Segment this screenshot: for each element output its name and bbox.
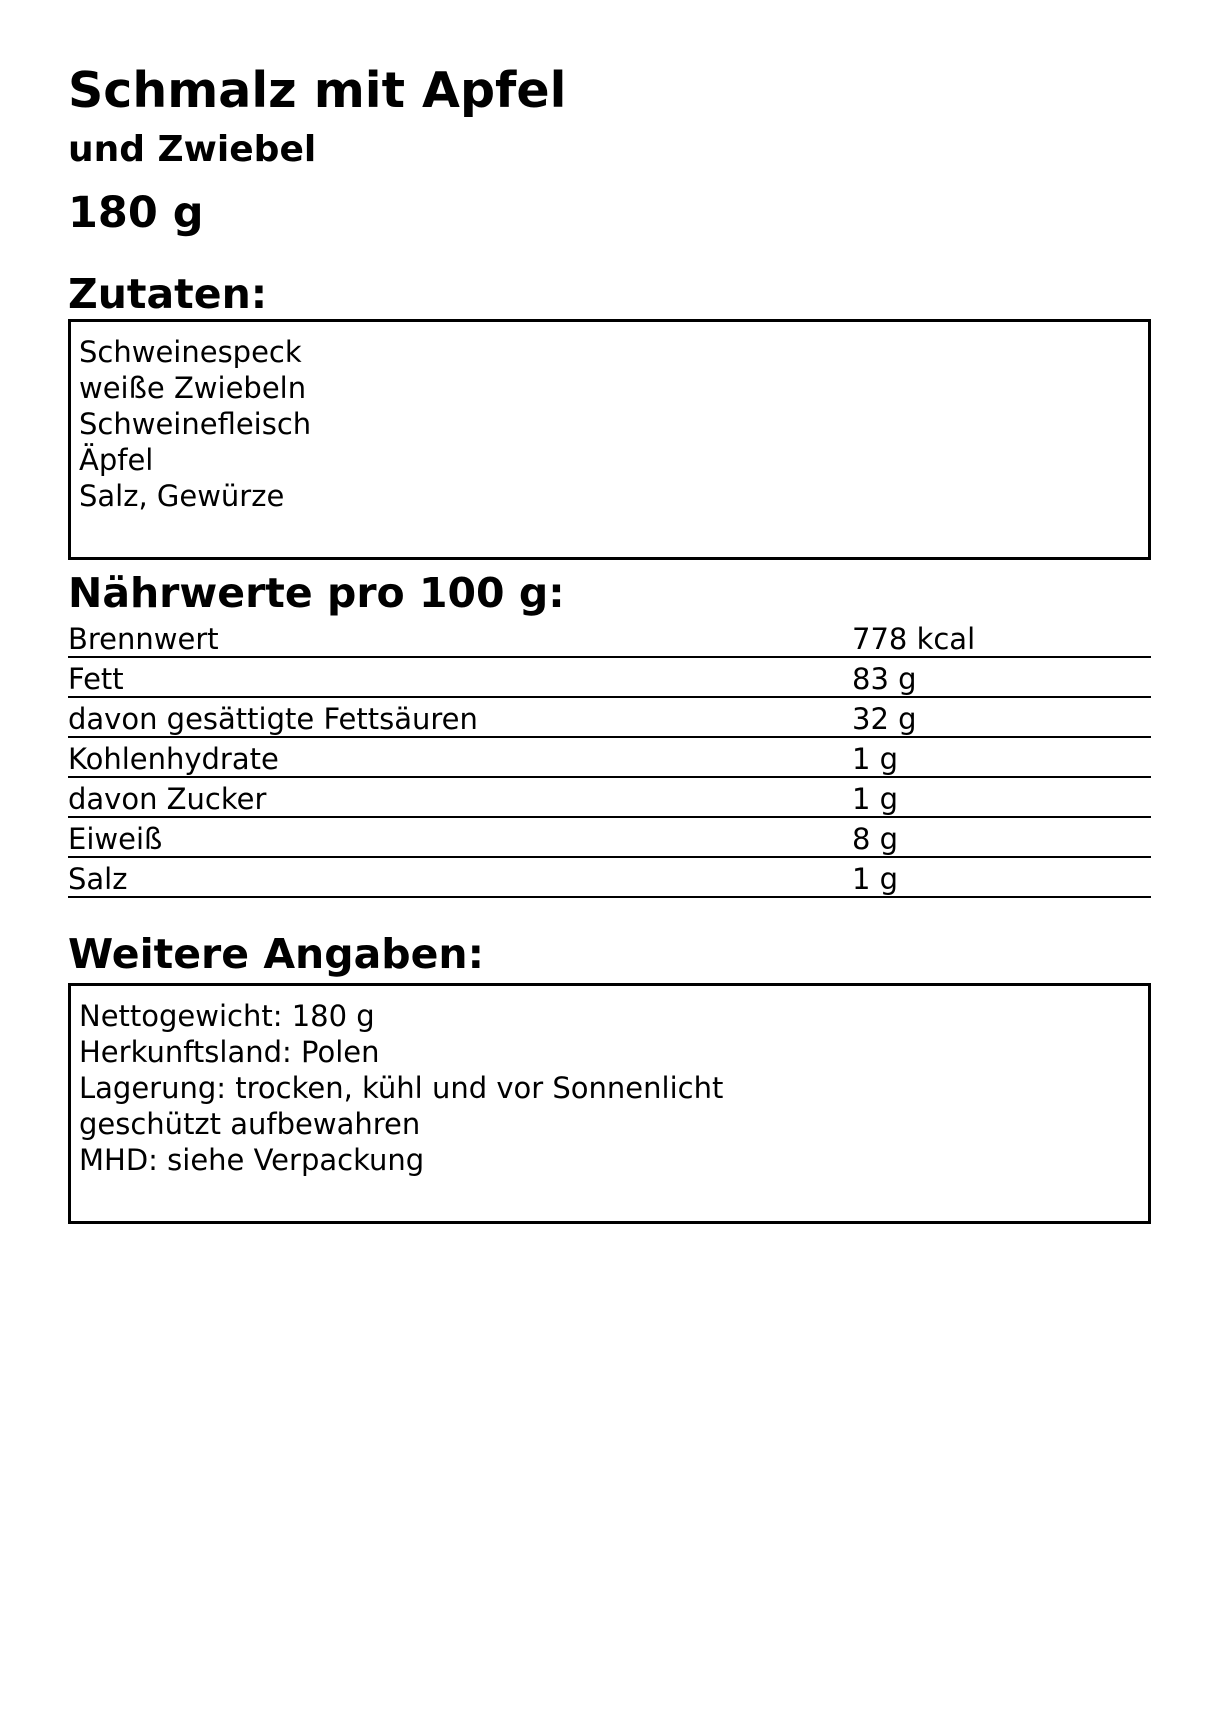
additional-info-heading: Weitere Angaben:: [68, 930, 485, 978]
nutrient-value: 1 g: [852, 737, 1151, 777]
nutrient-value: 778 kcal: [852, 618, 1151, 657]
ingredient-item: Äpfel: [79, 443, 154, 477]
nutrient-value: 83 g: [852, 657, 1151, 697]
nutrient-label: Fett: [68, 657, 852, 697]
nutrient-value: 8 g: [852, 817, 1151, 857]
table-row: [68, 857, 1151, 897]
product-subtitle: und Zwiebel: [68, 129, 317, 170]
nutrition-heading: Nährwerte pro 100 g:: [68, 569, 565, 617]
nutrient-label: davon gesättigte Fettsäuren: [68, 697, 852, 737]
info-line: Herkunftsland: Polen: [79, 1035, 380, 1069]
table-row: [68, 737, 1151, 777]
info-line: geschützt aufbewahren: [79, 1107, 421, 1141]
nutrient-value: 1 g: [852, 857, 1151, 897]
table-row: [68, 657, 1151, 697]
nutrition-table: [68, 618, 1151, 898]
nutrient-label: davon Zucker: [68, 777, 852, 817]
info-line: MHD: siehe Verpackung: [79, 1143, 425, 1177]
nutrient-label: Brennwert: [68, 618, 852, 657]
nutrient-label: Eiweiß: [68, 817, 852, 857]
table-row: [68, 697, 1151, 737]
nutrient-value: 32 g: [852, 697, 1151, 737]
info-line: Lagerung: trocken, kühl und vor Sonnenlicht: [79, 1071, 724, 1105]
ingredients-heading: Zutaten:: [68, 270, 268, 318]
info-line: Nettogewicht: 180 g: [79, 999, 375, 1033]
additional-info-box: [68, 983, 1151, 1224]
nutrient-value: 1 g: [852, 777, 1151, 817]
ingredient-item: Schweinespeck: [79, 335, 302, 369]
product-weight: 180 g: [68, 188, 204, 238]
ingredient-item: Salz, Gewürze: [79, 479, 285, 513]
table-row: [68, 777, 1151, 817]
ingredient-item: Schweinefleisch: [79, 407, 312, 441]
nutrient-label: Salz: [68, 857, 852, 897]
table-row: [68, 618, 1151, 657]
product-title: Schmalz mit Apfel: [68, 62, 567, 119]
ingredients-box: [68, 319, 1151, 560]
ingredient-item: weiße Zwiebeln: [79, 371, 307, 405]
nutrient-label: Kohlenhydrate: [68, 737, 852, 777]
table-row: [68, 817, 1151, 857]
